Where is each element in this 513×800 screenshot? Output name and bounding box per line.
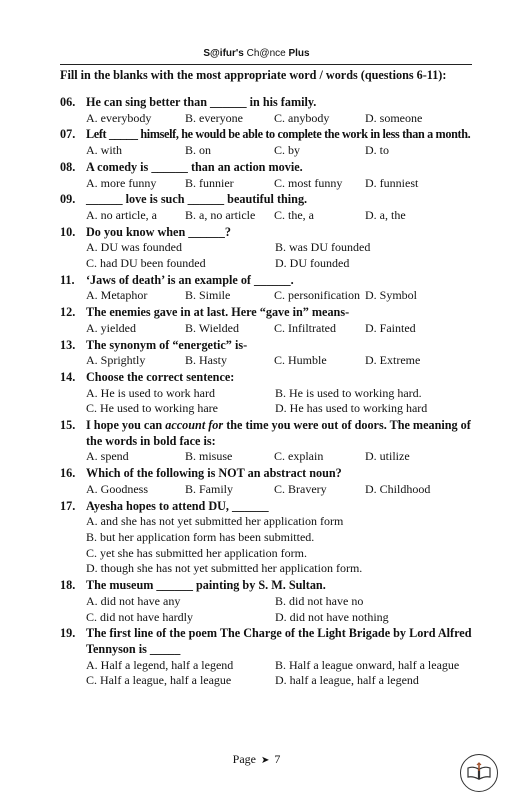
option-d: D. utilize bbox=[365, 449, 410, 464]
options bbox=[86, 111, 485, 127]
option-a: A. and she has not yet submitted her application form bbox=[86, 514, 344, 529]
question-text: A comedy is ______ than an action movie. bbox=[86, 159, 303, 174]
question-number: 06. bbox=[60, 95, 76, 109]
option-b: B. Simile bbox=[185, 288, 231, 303]
option-d: D. He has used to working hard bbox=[275, 401, 428, 416]
option-d: D. Fainted bbox=[365, 320, 416, 335]
option-b: B. on bbox=[185, 143, 212, 158]
option-c: C. Infiltrated bbox=[274, 320, 336, 335]
question-11 bbox=[60, 273, 485, 304]
option-d: D. though she has not yet submitted her application form. bbox=[86, 561, 363, 576]
question-12 bbox=[60, 305, 485, 336]
question-text: Choose the correct sentence: bbox=[86, 369, 235, 384]
option-a: A. with bbox=[86, 143, 122, 158]
options bbox=[86, 353, 485, 369]
question-text: Do you know when ______? bbox=[86, 224, 231, 239]
options bbox=[86, 240, 485, 271]
question-10 bbox=[60, 225, 485, 272]
question-number: 08. bbox=[60, 159, 76, 174]
option-a: A. DU was founded bbox=[86, 240, 182, 255]
question-number: 16. bbox=[60, 466, 76, 481]
option-c: C. by bbox=[274, 143, 301, 158]
options bbox=[86, 208, 485, 224]
header-rule bbox=[60, 64, 472, 65]
options bbox=[86, 288, 485, 304]
option-b: B. He is used to working hard. bbox=[275, 385, 422, 400]
option-a: A. spend bbox=[86, 449, 129, 464]
question-number: 14. bbox=[60, 369, 76, 384]
page-arrow-icon: ➤ bbox=[260, 755, 270, 766]
options bbox=[86, 321, 485, 337]
option-d: D. funniest bbox=[365, 175, 419, 190]
options bbox=[86, 658, 485, 689]
question-number: 12. bbox=[60, 305, 76, 320]
book-logo-icon bbox=[460, 754, 498, 792]
option-b: B. misuse bbox=[185, 449, 233, 464]
question-number: 11. bbox=[60, 272, 75, 287]
page-number: 7 bbox=[274, 752, 281, 766]
option-b: B. was DU founded bbox=[275, 240, 371, 255]
question-text-part-a: I hope you can bbox=[86, 418, 166, 433]
running-header bbox=[0, 48, 513, 59]
option-c: C. the, a bbox=[274, 207, 314, 222]
options bbox=[86, 143, 485, 159]
question-number: 19. bbox=[60, 626, 76, 641]
option-c: C. Bravery bbox=[274, 481, 327, 496]
header-brand-a: S@ifur's bbox=[203, 48, 247, 59]
option-c: C. He used to working hare bbox=[86, 401, 218, 416]
option-d: D. Extreme bbox=[365, 353, 421, 368]
options bbox=[86, 386, 485, 417]
question-number: 15. bbox=[60, 418, 76, 433]
option-d: D. DU founded bbox=[275, 256, 350, 271]
option-b: B. did not have no bbox=[275, 593, 364, 608]
question-number: 18. bbox=[60, 578, 76, 593]
question-14 bbox=[60, 370, 485, 417]
option-a: A. yielded bbox=[86, 320, 136, 335]
question-text: The synonym of “energetic” is- bbox=[86, 337, 248, 352]
question-number: 07. bbox=[60, 127, 76, 142]
option-a: A. everybody bbox=[86, 110, 152, 125]
option-b: B. Wielded bbox=[185, 320, 239, 335]
question-number: 13. bbox=[60, 337, 76, 352]
question-text: He can sing better than ______ in his family. bbox=[86, 95, 317, 109]
page-label: Page bbox=[232, 752, 256, 766]
question-6 bbox=[60, 95, 485, 126]
option-b: B. Half a league onward, half a league bbox=[275, 657, 460, 672]
question-9 bbox=[60, 192, 485, 223]
question-list bbox=[60, 95, 485, 690]
option-c: C. Half a league, half a league bbox=[86, 673, 232, 688]
question-8 bbox=[60, 160, 485, 191]
question-text: Ayesha hopes to attend DU, ______ bbox=[86, 498, 269, 513]
instruction: Fill in the blanks with the most appropriate word / words (questions 6-11): bbox=[60, 68, 447, 82]
option-d: D. half a league, half a legend bbox=[275, 673, 419, 688]
options bbox=[86, 449, 485, 465]
question-text-part-b: the time you were out of doors. The meaning of the words in bold face is: bbox=[86, 418, 471, 448]
question-19 bbox=[60, 626, 485, 689]
question-text: Left _____ himself, he would be able to complete the work in less than a month. bbox=[86, 127, 471, 142]
option-a: A. more funny bbox=[86, 175, 157, 190]
option-a: A. Half a legend, half a legend bbox=[86, 657, 234, 672]
question-text: ‘Jaws of death’ is an example of ______. bbox=[86, 272, 294, 287]
option-a: A. Metaphor bbox=[86, 288, 148, 303]
option-a: A. Goodness bbox=[86, 481, 148, 496]
options bbox=[86, 176, 485, 192]
question-text: The museum ______ painting by S. M. Sultan. bbox=[86, 578, 326, 593]
question-17 bbox=[60, 499, 485, 578]
option-b: B. funnier bbox=[185, 175, 234, 190]
question-number: 09. bbox=[60, 192, 76, 207]
option-a: A. no article, a bbox=[86, 207, 157, 222]
header-brand-c: Plus bbox=[288, 48, 310, 59]
question-15 bbox=[60, 418, 485, 465]
option-a: A. did not have any bbox=[86, 593, 181, 608]
question-text: The first line of the poem The Charge of the Light Brigade by Lord Alfred Tennyson is _____ bbox=[86, 626, 472, 656]
option-b: B. Family bbox=[185, 481, 234, 496]
option-d: D. did not have nothing bbox=[275, 609, 389, 624]
question-number: 17. bbox=[60, 498, 76, 513]
option-c: C. personification bbox=[274, 288, 360, 303]
option-c: C. most funny bbox=[274, 175, 343, 190]
question-text: Which of the following is NOT an abstract noun? bbox=[86, 466, 342, 481]
question-16 bbox=[60, 466, 485, 497]
question-7 bbox=[60, 127, 485, 158]
option-d: D. to bbox=[365, 143, 389, 158]
option-a: A. He is used to work hard bbox=[86, 385, 215, 400]
question-18 bbox=[60, 578, 485, 625]
option-c: C. had DU been founded bbox=[86, 256, 206, 271]
option-c: C. Humble bbox=[274, 353, 327, 368]
question-text: The enemies gave in at last. Here “gave in” means- bbox=[86, 305, 350, 320]
option-c: C. yet she has submitted her application form. bbox=[86, 545, 307, 560]
question-number: 10. bbox=[60, 224, 76, 239]
option-b: B. a, no article bbox=[185, 207, 256, 222]
option-c: C. anybody bbox=[274, 110, 330, 125]
header-brand-b: Ch@nce bbox=[246, 48, 289, 59]
option-a: A. Sprightly bbox=[86, 353, 146, 368]
page-footer bbox=[0, 752, 513, 767]
option-c: C. explain bbox=[274, 449, 324, 464]
options bbox=[86, 594, 485, 625]
option-b: B. but her application form has been submitted. bbox=[86, 529, 315, 544]
options bbox=[86, 514, 485, 577]
option-b: B. Hasty bbox=[185, 353, 227, 368]
option-d: D. someone bbox=[365, 110, 423, 125]
option-c: C. did not have hardly bbox=[86, 609, 193, 624]
question-text: ______ love is such ______ beautiful thing. bbox=[86, 192, 308, 207]
option-d: D. Symbol bbox=[365, 288, 418, 303]
options bbox=[86, 482, 485, 498]
question-13 bbox=[60, 338, 485, 369]
option-b: B. everyone bbox=[185, 110, 243, 125]
question-text-emphasis: account for bbox=[165, 418, 224, 433]
option-d: D. a, the bbox=[365, 207, 406, 222]
option-d: D. Childhood bbox=[365, 481, 431, 496]
question-text bbox=[86, 418, 485, 449]
